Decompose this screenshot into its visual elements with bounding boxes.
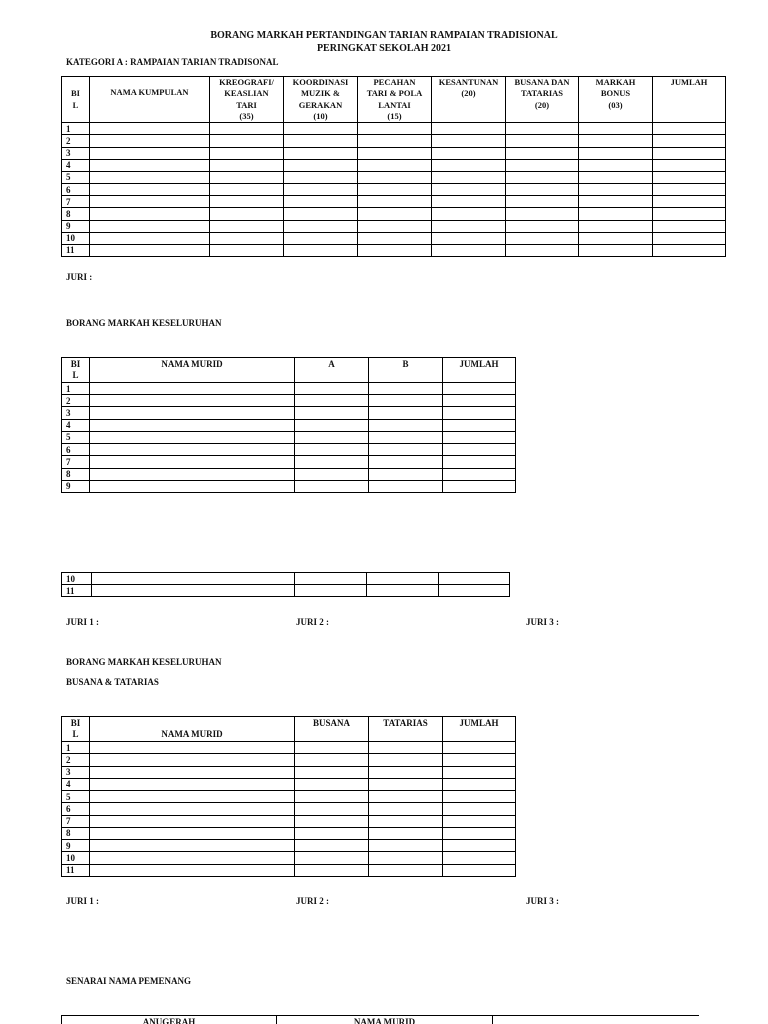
score-cell — [443, 754, 516, 766]
score-cell — [369, 456, 443, 468]
score-cell — [358, 244, 432, 256]
table-header — [62, 717, 516, 742]
table-body — [62, 742, 516, 877]
column-header-tatarias: TATARIAS — [369, 717, 443, 742]
score-cell — [369, 766, 443, 778]
score-cell — [506, 135, 579, 147]
score-cell — [369, 754, 443, 766]
score-cell — [295, 468, 369, 480]
row-number: 11 — [62, 244, 90, 256]
table-row — [62, 220, 726, 232]
score-cell — [90, 123, 210, 135]
row-number: 1 — [62, 742, 90, 754]
score-cell — [210, 208, 284, 220]
score-cell — [443, 468, 516, 480]
score-cell — [506, 171, 579, 183]
score-cell — [369, 791, 443, 803]
score-cell — [90, 196, 210, 208]
table-body — [62, 573, 510, 597]
category-label: KATEGORI A : RAMPAIAN TARIAN TRADISONAL — [66, 57, 279, 67]
column-header-jumlah: JUMLAH — [443, 717, 516, 742]
score-cell — [295, 778, 369, 790]
score-cell — [90, 220, 210, 232]
row-number: 1 — [62, 123, 90, 135]
score-cell — [369, 840, 443, 852]
score-cell — [358, 123, 432, 135]
score-cell — [295, 852, 369, 864]
score-cell — [295, 480, 369, 492]
score-cell — [210, 184, 284, 196]
table-row — [62, 184, 726, 196]
score-cell — [432, 184, 506, 196]
score-cell — [653, 232, 726, 244]
score-cell — [443, 791, 516, 803]
score-cell — [284, 244, 358, 256]
score-cell — [579, 159, 653, 171]
score-cell — [443, 419, 516, 431]
row-number: 9 — [62, 840, 90, 852]
score-cell — [90, 456, 295, 468]
column-header-busana: BUSANA — [295, 717, 369, 742]
score-cell — [358, 208, 432, 220]
score-cell — [443, 407, 516, 419]
row-number: 2 — [62, 395, 90, 407]
table-row — [62, 766, 516, 778]
score-cell — [579, 196, 653, 208]
score-cell — [90, 159, 210, 171]
score-cell — [579, 208, 653, 220]
score-cell — [358, 171, 432, 183]
winners-table-viewport — [61, 1015, 699, 1024]
table-row — [62, 778, 516, 790]
score-cell — [210, 123, 284, 135]
column-header-koordinasi: KOORDINASI MUZIK & GERAKAN (10) — [284, 77, 358, 123]
score-cell — [653, 196, 726, 208]
score-cell — [284, 232, 358, 244]
score-cell — [432, 123, 506, 135]
row-number: 1 — [62, 383, 90, 395]
score-cell — [295, 766, 369, 778]
score-cell — [443, 456, 516, 468]
score-cell — [443, 742, 516, 754]
score-cell — [443, 778, 516, 790]
score-cell — [432, 232, 506, 244]
score-cell — [506, 220, 579, 232]
table-header — [62, 77, 726, 123]
document-title: BORANG MARKAH PERTANDINGAN TARIAN RAMPAIAN TRADISIONAL — [210, 30, 558, 41]
score-cell — [653, 244, 726, 256]
overall-score-table — [61, 357, 516, 493]
score-cell — [432, 147, 506, 159]
column-header-nama-murid: NAMA MURID — [90, 717, 295, 742]
score-cell — [90, 395, 295, 407]
overall-heading: BORANG MARKAH KESELURUHAN — [66, 318, 222, 328]
score-cell — [369, 742, 443, 754]
table-header-row — [62, 358, 516, 383]
score-cell — [358, 196, 432, 208]
document-subtitle: PERINGKAT SEKOLAH 2021 — [316, 43, 452, 54]
score-cell — [579, 244, 653, 256]
score-cell — [358, 232, 432, 244]
score-cell — [295, 840, 369, 852]
score-cell — [369, 480, 443, 492]
score-cell — [432, 196, 506, 208]
score-cell — [579, 171, 653, 183]
score-cell — [369, 815, 443, 827]
juri-label: JURI : — [66, 272, 93, 282]
table-row — [62, 827, 516, 839]
costume-score-table — [61, 716, 516, 877]
score-cell — [90, 419, 295, 431]
score-cell — [90, 232, 210, 244]
table-header — [62, 358, 516, 383]
score-cell — [506, 208, 579, 220]
column-header-bil: BI L — [62, 358, 90, 383]
table-row — [62, 791, 516, 803]
score-cell — [284, 184, 358, 196]
score-cell — [369, 395, 443, 407]
score-cell — [295, 444, 369, 456]
score-cell — [90, 171, 210, 183]
row-number: 6 — [62, 803, 90, 815]
table-row — [62, 123, 726, 135]
score-cell — [506, 123, 579, 135]
score-cell — [210, 196, 284, 208]
costume-heading: BORANG MARKAH KESELURUHAN — [66, 657, 222, 667]
score-cell — [443, 815, 516, 827]
table-row — [62, 585, 510, 597]
judge-1-label: JURI 1 : — [66, 896, 99, 906]
score-cell — [295, 742, 369, 754]
score-cell — [284, 171, 358, 183]
score-cell — [295, 754, 369, 766]
column-header-anugerah: ANUGERAH — [62, 1016, 277, 1024]
row-number: 5 — [62, 171, 90, 183]
score-cell — [210, 232, 284, 244]
score-cell — [439, 585, 510, 597]
table-header-row — [62, 717, 516, 742]
score-cell — [92, 585, 295, 597]
table-row — [62, 147, 726, 159]
score-cell — [439, 573, 510, 585]
row-number: 10 — [62, 852, 90, 864]
column-header-kesantunan: KESANTUNAN (20) — [432, 77, 506, 123]
score-cell — [653, 147, 726, 159]
row-number: 9 — [62, 220, 90, 232]
score-cell — [295, 864, 369, 876]
score-cell — [284, 123, 358, 135]
table-row — [62, 444, 516, 456]
score-cell — [443, 827, 516, 839]
score-cell — [90, 147, 210, 159]
judge-1-label: JURI 1 : — [66, 617, 99, 627]
score-cell — [653, 208, 726, 220]
row-number: 2 — [62, 135, 90, 147]
score-cell — [210, 220, 284, 232]
score-cell — [295, 791, 369, 803]
score-cell — [210, 135, 284, 147]
judge-2-label: JURI 2 : — [296, 896, 329, 906]
row-number: 4 — [62, 159, 90, 171]
score-cell — [90, 383, 295, 395]
score-cell — [369, 419, 443, 431]
score-cell — [506, 184, 579, 196]
table-row — [62, 171, 726, 183]
score-cell — [579, 232, 653, 244]
row-number: 10 — [62, 573, 92, 585]
table-row — [62, 742, 516, 754]
score-cell — [90, 791, 295, 803]
row-number: 3 — [62, 407, 90, 419]
score-cell — [210, 159, 284, 171]
score-cell — [653, 184, 726, 196]
score-cell — [90, 852, 295, 864]
score-cell — [90, 815, 295, 827]
score-cell — [653, 135, 726, 147]
column-header-bil: BI L — [62, 717, 90, 742]
row-number: 8 — [62, 827, 90, 839]
score-cell — [90, 444, 295, 456]
table-row — [62, 395, 516, 407]
score-cell — [284, 196, 358, 208]
score-cell — [506, 159, 579, 171]
score-cell — [284, 220, 358, 232]
column-header-nama-kumpulan: NAMA KUMPULAN — [90, 77, 210, 123]
score-cell — [90, 803, 295, 815]
score-cell — [432, 159, 506, 171]
score-cell — [367, 585, 439, 597]
score-cell — [358, 147, 432, 159]
row-number: 8 — [62, 208, 90, 220]
row-number: 5 — [62, 791, 90, 803]
row-number: 7 — [62, 196, 90, 208]
score-cell — [432, 135, 506, 147]
score-cell — [295, 456, 369, 468]
score-cell — [90, 766, 295, 778]
judge-2-label: JURI 2 : — [296, 617, 329, 627]
score-cell — [653, 159, 726, 171]
score-cell — [284, 159, 358, 171]
score-cell — [369, 444, 443, 456]
score-cell — [443, 480, 516, 492]
judge-3-label: JURI 3 : — [526, 617, 559, 627]
score-cell — [443, 395, 516, 407]
score-cell — [210, 171, 284, 183]
table-row — [62, 754, 516, 766]
score-cell — [443, 852, 516, 864]
score-cell — [358, 159, 432, 171]
table-body — [62, 123, 726, 257]
table-row — [62, 803, 516, 815]
column-header-blank — [493, 1016, 700, 1024]
judge-3-label: JURI 3 : — [526, 896, 559, 906]
score-cell — [90, 208, 210, 220]
score-cell — [369, 803, 443, 815]
score-cell — [369, 864, 443, 876]
score-cell — [358, 184, 432, 196]
table-row — [62, 407, 516, 419]
score-cell — [443, 864, 516, 876]
score-cell — [367, 573, 439, 585]
score-cell — [506, 232, 579, 244]
overall-score-table-continued — [61, 572, 510, 597]
row-number: 11 — [62, 864, 90, 876]
score-cell — [90, 244, 210, 256]
column-header-jumlah: JUMLAH — [443, 358, 516, 383]
score-cell — [295, 815, 369, 827]
score-cell — [358, 135, 432, 147]
score-cell — [369, 778, 443, 790]
column-header-nama-murid: NAMA MURID — [277, 1016, 493, 1024]
table-row — [62, 840, 516, 852]
score-cell — [210, 244, 284, 256]
score-cell — [295, 419, 369, 431]
column-header-pecahan: PECAHAN TARI & POLA LANTAI (15) — [358, 77, 432, 123]
score-cell — [506, 244, 579, 256]
column-header-kreografi: KREOGRAFI/ KEASLIAN TARI (35) — [210, 77, 284, 123]
score-cell — [432, 244, 506, 256]
score-cell — [653, 220, 726, 232]
table-header-row — [62, 1016, 700, 1024]
row-number: 5 — [62, 431, 90, 443]
score-cell — [90, 135, 210, 147]
score-cell — [90, 468, 295, 480]
table-row — [62, 431, 516, 443]
score-cell — [432, 171, 506, 183]
score-cell — [369, 852, 443, 864]
row-number: 7 — [62, 456, 90, 468]
score-cell — [369, 468, 443, 480]
score-cell — [90, 184, 210, 196]
table-row — [62, 852, 516, 864]
score-cell — [653, 171, 726, 183]
column-header-a: A — [295, 358, 369, 383]
score-cell — [443, 444, 516, 456]
score-cell — [369, 383, 443, 395]
score-cell — [432, 208, 506, 220]
table-row — [62, 244, 726, 256]
table-row — [62, 232, 726, 244]
score-cell — [369, 407, 443, 419]
score-cell — [443, 803, 516, 815]
column-header-b: B — [369, 358, 443, 383]
row-number: 6 — [62, 184, 90, 196]
table-row — [62, 864, 516, 876]
score-cell — [284, 147, 358, 159]
score-cell — [284, 135, 358, 147]
table-header-row — [62, 77, 726, 123]
column-header-jumlah: JUMLAH — [653, 77, 726, 123]
score-cell — [284, 208, 358, 220]
score-cell — [369, 431, 443, 443]
score-table-category-a — [61, 76, 726, 257]
column-header-markah-bonus: MARKAH BONUS (03) — [579, 77, 653, 123]
score-cell — [579, 135, 653, 147]
score-cell — [90, 754, 295, 766]
score-cell — [506, 147, 579, 159]
score-cell — [295, 431, 369, 443]
table-row — [62, 135, 726, 147]
row-number: 4 — [62, 419, 90, 431]
table-row — [62, 208, 726, 220]
score-cell — [443, 840, 516, 852]
table-row — [62, 468, 516, 480]
row-number: 3 — [62, 147, 90, 159]
column-header-nama-murid: NAMA MURID — [90, 358, 295, 383]
score-cell — [369, 827, 443, 839]
row-number: 3 — [62, 766, 90, 778]
score-cell — [358, 220, 432, 232]
row-number: 7 — [62, 815, 90, 827]
score-cell — [653, 123, 726, 135]
score-cell — [295, 827, 369, 839]
winners-heading: SENARAI NAMA PEMENANG — [66, 976, 192, 986]
row-number: 2 — [62, 754, 90, 766]
score-cell — [295, 803, 369, 815]
table-row — [62, 383, 516, 395]
score-cell — [92, 573, 295, 585]
score-cell — [506, 196, 579, 208]
score-cell — [579, 184, 653, 196]
score-cell — [579, 147, 653, 159]
table-row — [62, 815, 516, 827]
score-cell — [295, 407, 369, 419]
score-cell — [90, 742, 295, 754]
costume-subheading: BUSANA & TATARIAS — [66, 677, 159, 687]
score-cell — [443, 766, 516, 778]
score-cell — [579, 123, 653, 135]
score-cell — [432, 220, 506, 232]
row-number: 6 — [62, 444, 90, 456]
score-cell — [443, 383, 516, 395]
score-cell — [90, 864, 295, 876]
score-cell — [90, 480, 295, 492]
row-number: 11 — [62, 585, 92, 597]
score-cell — [443, 431, 516, 443]
column-header-busana: BUSANA DAN TATARIAS (20) — [506, 77, 579, 123]
score-cell — [295, 573, 367, 585]
table-row — [62, 573, 510, 585]
score-cell — [295, 585, 367, 597]
row-number: 8 — [62, 468, 90, 480]
winners-table — [61, 1015, 699, 1024]
column-header-bil: BI L — [62, 77, 90, 123]
score-cell — [295, 383, 369, 395]
table-header — [62, 1016, 700, 1024]
table-row — [62, 196, 726, 208]
row-number: 4 — [62, 778, 90, 790]
score-cell — [90, 778, 295, 790]
table-row — [62, 419, 516, 431]
score-cell — [295, 395, 369, 407]
score-cell — [90, 431, 295, 443]
table-row — [62, 480, 516, 492]
row-number: 9 — [62, 480, 90, 492]
score-cell — [90, 827, 295, 839]
table-row — [62, 159, 726, 171]
row-number: 10 — [62, 232, 90, 244]
table-row — [62, 456, 516, 468]
table-body — [62, 383, 516, 493]
score-cell — [90, 840, 295, 852]
score-cell — [210, 147, 284, 159]
score-cell — [579, 220, 653, 232]
score-cell — [90, 407, 295, 419]
